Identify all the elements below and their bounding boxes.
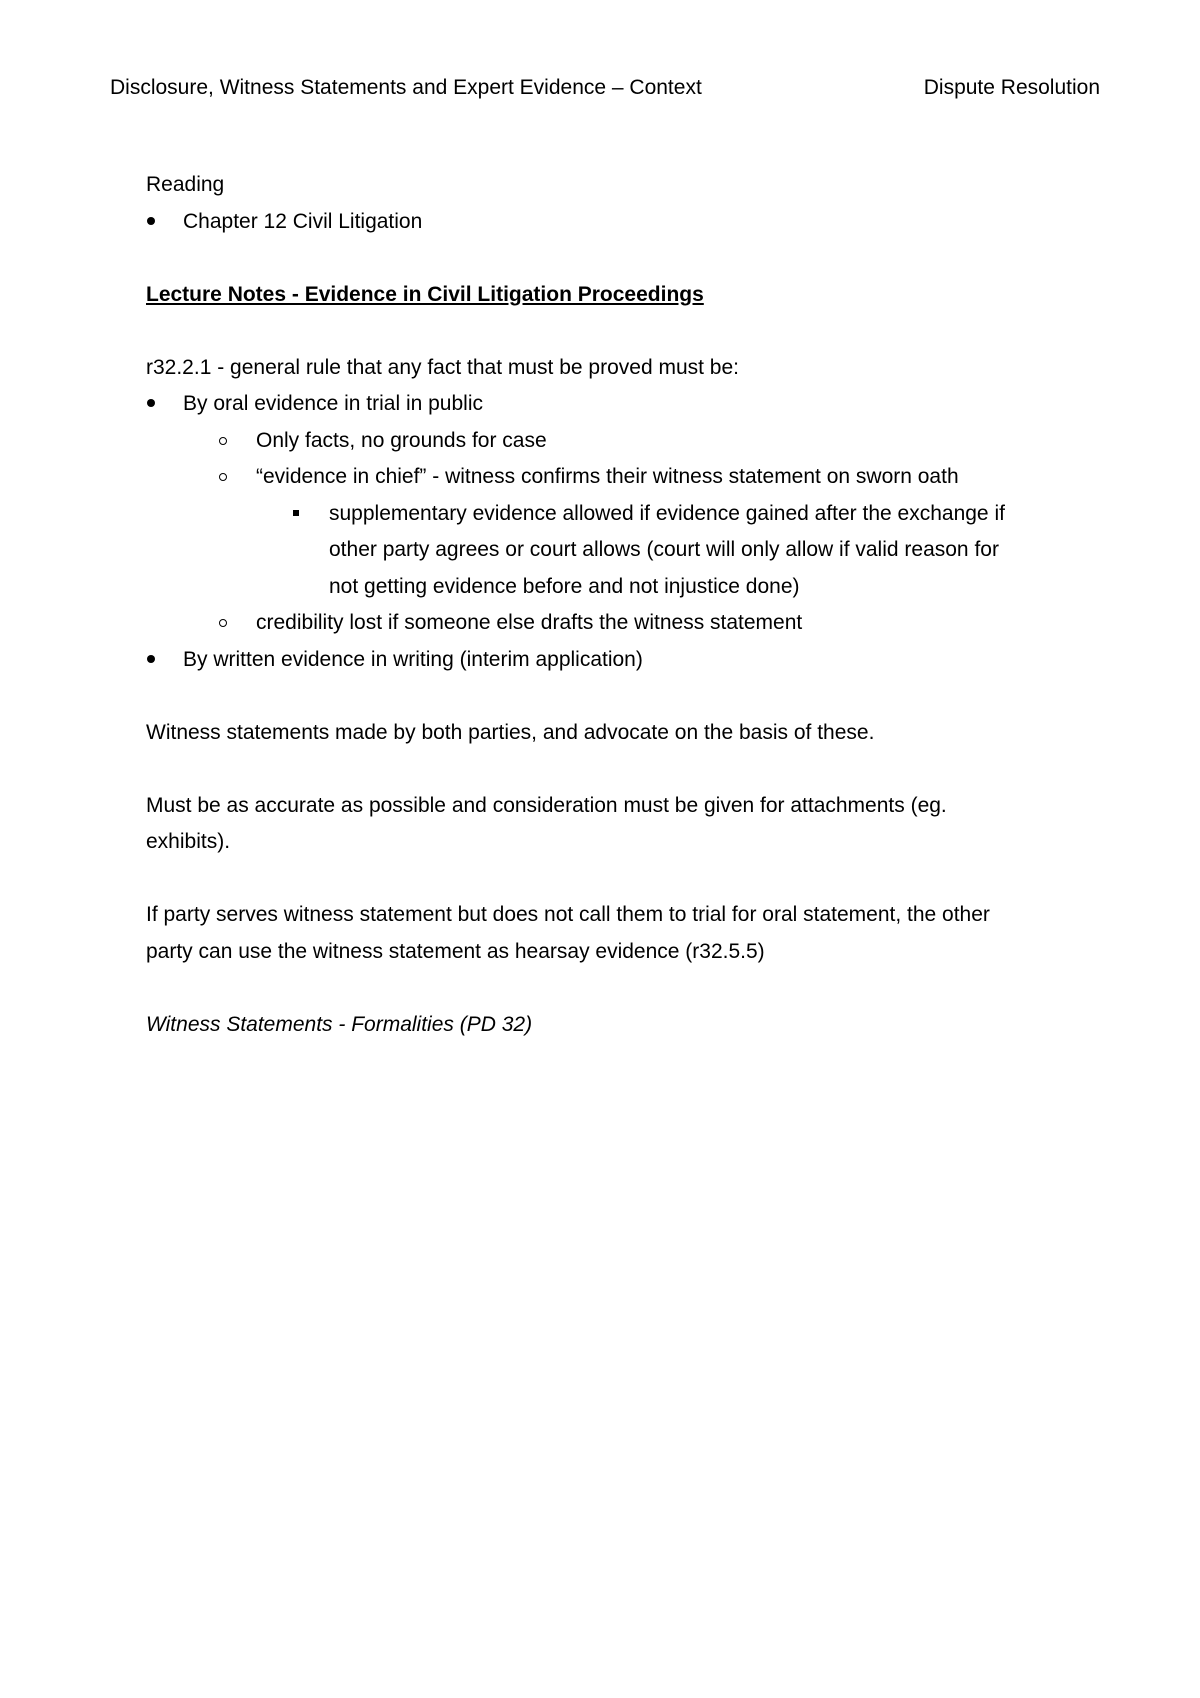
- bullet-disc-icon: [147, 655, 155, 663]
- paragraph-accurate-line: exhibits).: [146, 830, 231, 853]
- bullet-disc-icon: [147, 217, 155, 225]
- header-subject: Dispute Resolution: [923, 76, 1100, 99]
- list-item-oral: [146, 386, 1086, 423]
- paragraph-witness-statements: Witness statements made by both parties, and advocate on the basis of these.: [146, 720, 875, 744]
- header-title: Disclosure, Witness Statements and Expert Evidence – Context: [110, 76, 702, 99]
- list-item-text: By oral evidence in trial in public: [183, 392, 483, 415]
- subsublist-line: supplementary evidence allowed if evidence gained after the exchange if: [329, 501, 1005, 525]
- list-item-written: [146, 642, 1086, 679]
- document-body: [146, 167, 1086, 1043]
- bullet-square-icon: [293, 510, 299, 516]
- bullet-circle-icon: [219, 437, 227, 445]
- sublist-item-text: “evidence in chief” - witness confirms their witness statement on sworn oath: [256, 465, 959, 488]
- reading-item-text: Chapter 12 Civil Litigation: [183, 209, 423, 233]
- lecture-heading: Lecture Notes - Evidence in Civil Litigation Proceedings: [146, 282, 704, 306]
- sublist-item-text: Only facts, no grounds for case: [256, 428, 547, 452]
- reading-label: Reading: [146, 173, 225, 196]
- sublist-item-text: credibility lost if someone else drafts the witness statement: [256, 611, 803, 634]
- formalities-heading: Witness Statements - Formalities (PD 32): [146, 1012, 533, 1036]
- subsublist-line: not getting evidence before and not injustice done): [329, 574, 800, 598]
- bullet-disc-icon: [147, 399, 155, 407]
- sublist-item-credibility: [146, 605, 1086, 642]
- spacer: [146, 678, 1086, 715]
- spacer: [146, 970, 1086, 1007]
- bullet-circle-icon: [219, 473, 227, 481]
- sublist-item-only-facts: [146, 423, 1086, 460]
- spacer: [146, 240, 1086, 277]
- page-header: [110, 72, 1100, 104]
- spacer: [146, 861, 1086, 898]
- subsublist-line: other party agrees or court allows (court will only allow if valid reason for: [329, 538, 999, 561]
- paragraph-hearsay-line: party can use the witness statement as hearsay evidence (r32.5.5): [146, 939, 765, 963]
- paragraph-hearsay-line: If party serves witness statement but does not call them to trial for oral statement, the other: [146, 903, 990, 926]
- bullet-circle-icon: [219, 619, 227, 627]
- subsublist-item-supplementary: [146, 496, 1086, 606]
- sublist-item-evidence-in-chief: [146, 459, 1086, 496]
- reading-list-item: [146, 204, 1086, 241]
- spacer: [146, 751, 1086, 788]
- paragraph-accurate-line: Must be as accurate as possible and consideration must be given for attachments (eg.: [146, 793, 947, 817]
- spacer: [146, 313, 1086, 350]
- rule-intro: r32.2.1 - general rule that any fact that must be proved must be:: [146, 355, 739, 379]
- list-item-text: By written evidence in writing (interim application): [183, 647, 643, 671]
